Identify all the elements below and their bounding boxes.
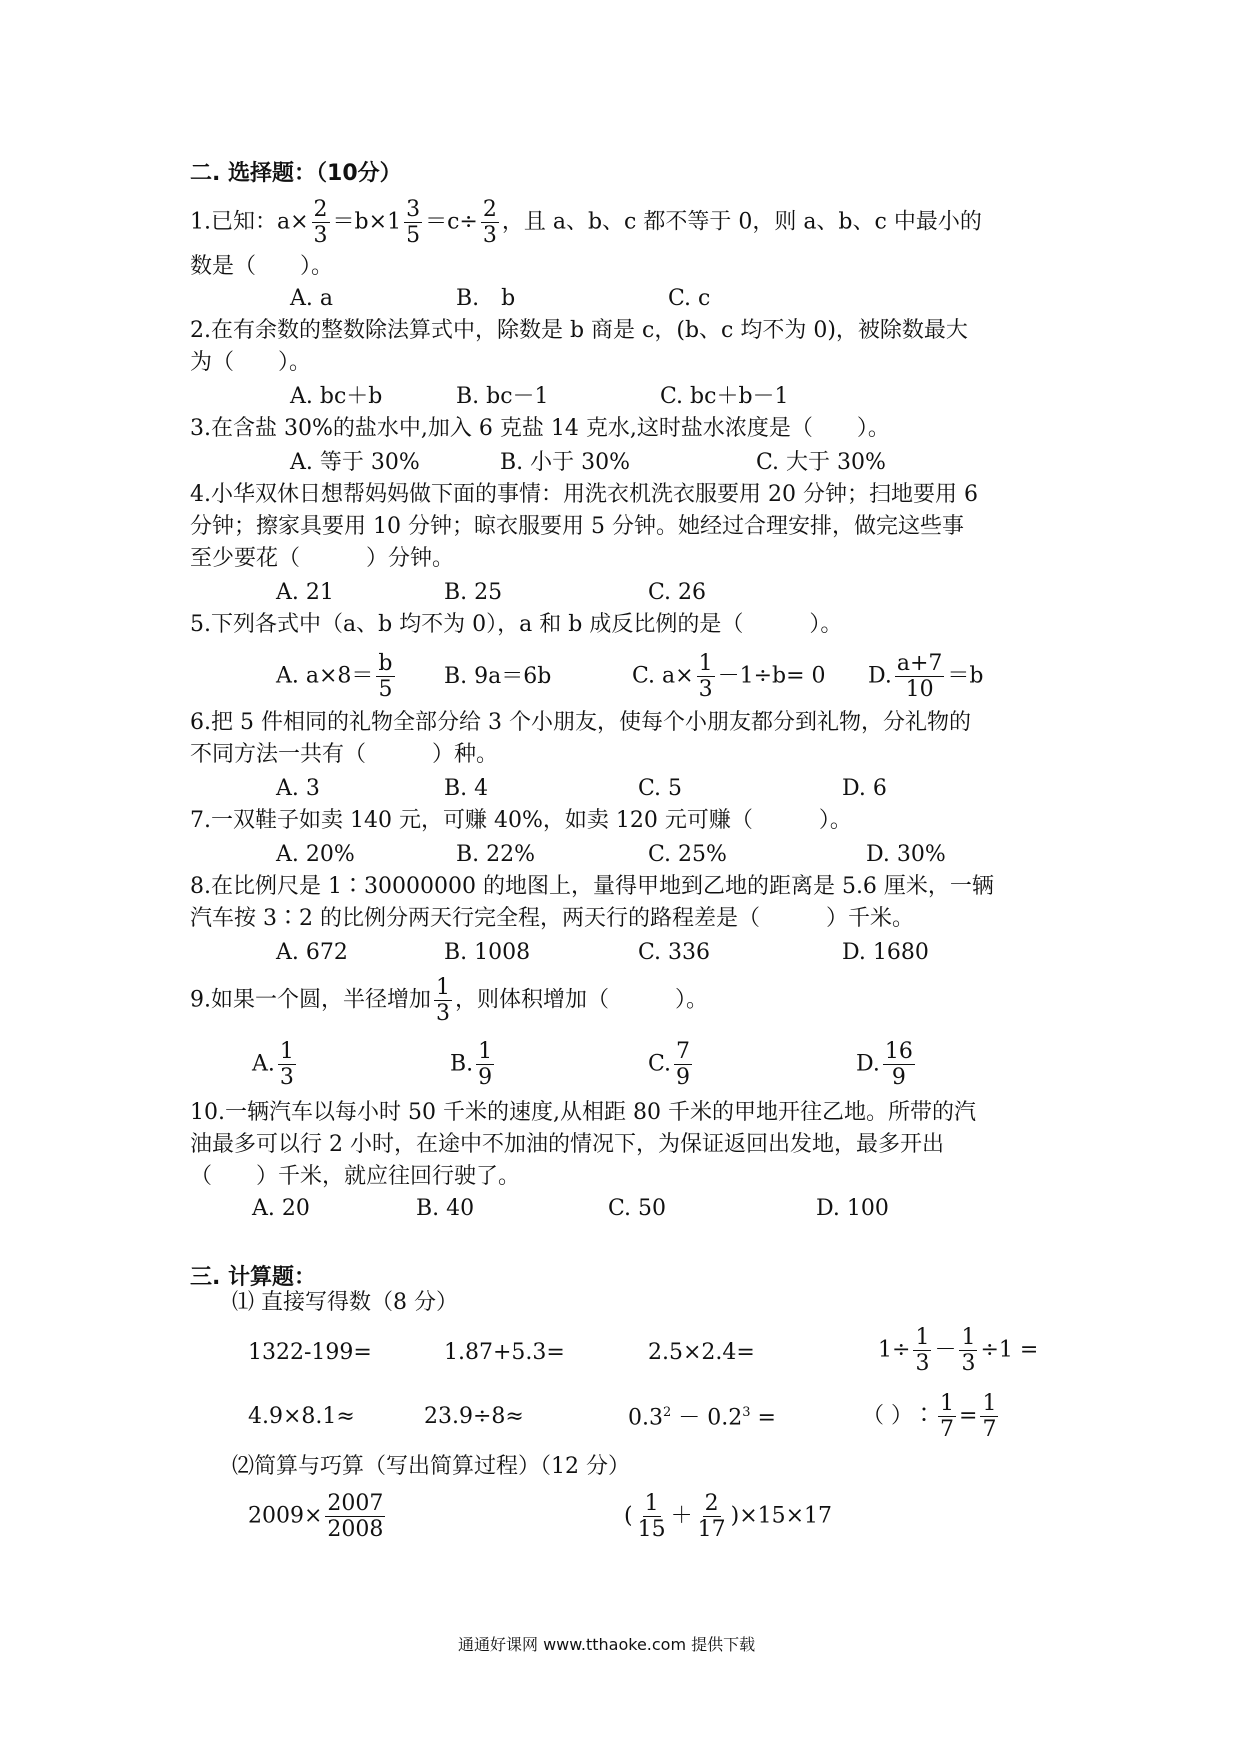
- question-8-line2: 汽车按 3∶2 的比例分两天行完全程，两天行的路程差是（ ）千米。: [190, 906, 914, 931]
- q5-option-d-den: 10: [905, 677, 934, 703]
- question-1-stem-line2: 数是（ ）。: [190, 254, 334, 279]
- simplify-2-fraction-1-num: 1: [644, 1491, 659, 1516]
- q5-option-a-den: 5: [378, 677, 393, 703]
- question-9-stem: [190, 976, 708, 1025]
- calc-8-fraction-1-den: 7: [940, 1417, 954, 1443]
- calc-4-fraction-2: [959, 1326, 977, 1375]
- q4-option-c: C. 26: [648, 580, 707, 605]
- q9-text-a: 9.如果一个圆，半径增加: [190, 987, 431, 1013]
- q5-option-a-text: A. a×8＝: [276, 663, 374, 689]
- simplify-1: [248, 1492, 388, 1541]
- q5-option-d: [868, 652, 984, 701]
- calc-8-fraction-2-den: 7: [982, 1417, 997, 1443]
- q5-option-a: [276, 652, 398, 701]
- calc-7-end: =: [750, 1405, 776, 1431]
- question-10-line3: （ ）千米，就应往回行驶了。: [190, 1164, 521, 1189]
- q1-fraction-2-den: 5: [406, 223, 421, 249]
- q7-option-b: B. 22%: [456, 842, 536, 867]
- calc-4: [878, 1326, 1038, 1375]
- q8-option-d: D. 1680: [842, 940, 929, 965]
- q9-option-a-label: A.: [252, 1051, 275, 1077]
- q9-option-d-fraction: [883, 1040, 915, 1089]
- q1-fraction-1-num: 2: [313, 197, 328, 222]
- calc-6: 23.9÷8≈: [424, 1404, 524, 1429]
- question-4-line2: 分钟；擦家具要用 10 分钟；晾衣服要用 5 分钟。她经过合理安排，做完这些事: [190, 514, 964, 539]
- calc-8-fraction-2-num: 1: [982, 1391, 997, 1416]
- q4-option-a: A. 21: [276, 580, 334, 605]
- part-2-title: ⑵简算与巧算（写出简算过程）（12 分）: [232, 1454, 630, 1479]
- q10-option-d: D. 100: [816, 1196, 889, 1221]
- simplify-1-den: 2008: [327, 1517, 384, 1543]
- q1-fraction-1: [312, 198, 330, 247]
- simplify-1-text: 2009×: [248, 1503, 323, 1529]
- calc-7-exp-2: 3: [742, 1405, 751, 1420]
- calc-4-fraction-1-num: 1: [915, 1325, 930, 1350]
- q5-option-c-fraction: [697, 652, 715, 701]
- q1-fraction-3-den: 3: [482, 223, 497, 249]
- calc-4-text-b: －: [934, 1337, 957, 1363]
- q7-option-d: D. 30%: [866, 842, 946, 867]
- q5-option-d-num: a+7: [896, 651, 943, 676]
- q4-option-b: B. 25: [444, 580, 503, 605]
- q9-option-b-label: B.: [450, 1051, 474, 1077]
- q9-option-d: [856, 1040, 918, 1089]
- q1-fraction-3: [481, 198, 499, 247]
- q1-option-c: C. c: [668, 286, 711, 311]
- calc-1: 1322-199=: [248, 1340, 372, 1365]
- q3-option-b: B. 小于 30%: [500, 450, 631, 475]
- q2-option-b: B. bc－1: [456, 384, 549, 409]
- calc-2: 1.87+5.3=: [444, 1340, 565, 1365]
- q10-option-a: A. 20: [252, 1196, 310, 1221]
- q2-option-a: A. bc＋b: [290, 384, 383, 409]
- calc-4-fraction-1-den: 3: [915, 1351, 930, 1377]
- q9-option-d-num: 16: [884, 1039, 913, 1064]
- q9-option-b-fraction: [476, 1040, 494, 1089]
- simplify-2-fraction-2: [696, 1492, 728, 1541]
- question-4-line1: 4.小华双休日想帮妈妈做下面的事情：用洗衣机洗衣服要用 20 分钟；扫地要用 6: [190, 482, 978, 507]
- page-footer: 通通好课网 www.tthaoke.com 提供下载: [458, 1635, 756, 1654]
- simplify-2-fraction-1: [636, 1492, 668, 1541]
- calc-8-fraction-2: [980, 1392, 998, 1441]
- q2-option-c: C. bc＋b－1: [660, 384, 789, 409]
- q5-option-c-den: 3: [698, 677, 713, 703]
- question-3-line1: 3.在含盐 30%的盐水中,加入 6 克盐 14 克水,这时盐水浓度是（ ）。: [190, 416, 890, 441]
- q10-option-b: B. 40: [416, 1196, 475, 1221]
- q6-option-b: B. 4: [444, 776, 489, 801]
- question-10-line1: 10.一辆汽车以每小时 50 千米的速度,从相距 80 千米的甲地开往乙地。所带的汽: [190, 1100, 976, 1125]
- q9-option-c-den: 9: [676, 1065, 691, 1091]
- q9-option-c-num: 7: [676, 1039, 691, 1064]
- q5-option-c-text-a: C. a×: [632, 663, 694, 689]
- question-5-line1: 5.下列各式中（a、b 均不为 0），a 和 b 成反比例的是（ ）。: [190, 612, 843, 637]
- calc-8-fraction-1: [938, 1392, 956, 1441]
- simplify-2-open-paren: (: [624, 1503, 633, 1529]
- q9-option-c-label: C.: [648, 1051, 672, 1077]
- q9-option-a-num: 1: [279, 1039, 294, 1064]
- section-2-heading: 二. 选择题：（10分）: [190, 161, 402, 186]
- q10-option-c: C. 50: [608, 1196, 667, 1221]
- q1-option-b: B. b: [456, 286, 516, 311]
- q5-option-d-text-b: ＝b: [947, 663, 984, 689]
- calc-8-fraction-1-num: 1: [940, 1391, 954, 1416]
- q8-option-b: B. 1008: [444, 940, 531, 965]
- simplify-1-num: 2007: [327, 1491, 384, 1516]
- question-2-line2: 为（ ）。: [190, 350, 312, 375]
- q5-option-d-fraction: [895, 652, 945, 701]
- q9-option-a-den: 3: [279, 1065, 294, 1091]
- calc-7-base-1: 0.3: [628, 1405, 663, 1431]
- q9-fraction: [434, 976, 452, 1025]
- question-4-line3: 至少要花（ ）分钟。: [190, 546, 455, 571]
- calc-5: 4.9×8.1≈: [248, 1404, 355, 1429]
- q6-option-c: C. 5: [638, 776, 683, 801]
- q9-option-b: [450, 1040, 497, 1089]
- q6-option-a: A. 3: [276, 776, 320, 801]
- simplify-2-fraction-1-den: 15: [637, 1517, 666, 1543]
- q9-option-a-fraction: [278, 1040, 296, 1089]
- q8-option-a: A. 672: [276, 940, 348, 965]
- q9-option-c: [648, 1040, 695, 1089]
- question-6-line2: 不同方法一共有（ ）种。: [190, 742, 499, 767]
- q7-option-a: A. 20%: [276, 842, 355, 867]
- simplify-1-fraction: [325, 1492, 385, 1541]
- q9-option-b-den: 9: [478, 1065, 493, 1091]
- calc-7: [628, 1406, 776, 1429]
- q1-fraction-2: [404, 198, 422, 247]
- q8-option-c: C. 336: [638, 940, 711, 965]
- part-1-title: ⑴ 直接写得数（8 分）: [232, 1290, 458, 1315]
- q1-fraction-2-num: 3: [406, 197, 421, 222]
- calc-7-exp-1: 2: [663, 1405, 672, 1420]
- question-7-line1: 7.一双鞋子如卖 140 元，可赚 40%，如卖 120 元可赚（ ）。: [190, 808, 852, 833]
- calc-4-fraction-2-num: 1: [961, 1325, 976, 1350]
- simplify-2-fraction-2-den: 17: [697, 1517, 726, 1543]
- q1-text-c: ＝c÷: [425, 209, 478, 235]
- calc-4-text-c: ÷1 =: [980, 1337, 1039, 1363]
- q1-text-a: 1.已知：a×: [190, 209, 309, 235]
- q9-option-d-den: 9: [891, 1065, 906, 1091]
- q7-option-c: C. 25%: [648, 842, 727, 867]
- q1-option-a: A. a: [290, 286, 333, 311]
- simplify-2-plus: ＋: [670, 1503, 693, 1529]
- calc-3: 2.5×2.4=: [648, 1340, 755, 1365]
- q6-option-d: D. 6: [842, 776, 887, 801]
- section-3-heading: 三. 计算题：: [190, 1265, 317, 1290]
- question-1-stem: [190, 198, 982, 247]
- q9-option-c-fraction: [674, 1040, 692, 1089]
- calc-7-mid: － 0.2: [671, 1405, 743, 1431]
- q5-option-d-text-a: D.: [868, 663, 892, 689]
- question-10-line2: 油最多可以行 2 小时，在途中不加油的情况下，为保证返回出发地，最多开出: [190, 1132, 944, 1157]
- q5-option-a-num: b: [378, 651, 393, 676]
- q9-option-b-num: 1: [478, 1039, 493, 1064]
- q1-fraction-3-num: 2: [482, 197, 497, 222]
- question-8-line1: 8.在比例尺是 1∶30000000 的地图上，量得甲地到乙地的距离是 5.6 厘米，一辆: [190, 874, 994, 899]
- simplify-2-tail: )×15×17: [730, 1503, 833, 1529]
- q1-text-b: ＝b×1: [332, 209, 402, 235]
- q9-text-b: ，则体积增加（ ）。: [455, 987, 709, 1013]
- q3-option-a: A. 等于 30%: [290, 450, 420, 475]
- q5-option-c: [632, 652, 826, 701]
- question-2-line1: 2.在有余数的整数除法算式中，除数是 b 商是 c，(b、c 均不为 0)，被除数最大: [190, 318, 968, 343]
- q5-option-a-fraction: [376, 652, 394, 701]
- simplify-2-fraction-2-num: 2: [704, 1491, 719, 1516]
- q9-fraction-num: 1: [436, 975, 450, 1000]
- q9-option-d-label: D.: [856, 1051, 880, 1077]
- question-6-line1: 6.把 5 件相同的礼物全部分给 3 个小朋友，使每个小朋友都分到礼物，分礼物的: [190, 710, 971, 735]
- calc-4-fraction-1: [913, 1326, 931, 1375]
- q3-option-c: C. 大于 30%: [756, 450, 886, 475]
- calc-8-text-b: =: [959, 1403, 978, 1429]
- q9-fraction-den: 3: [436, 1001, 450, 1027]
- q5-option-c-text-b: －1÷b= 0: [717, 663, 826, 689]
- calc-4-fraction-2-den: 3: [961, 1351, 976, 1377]
- calc-8-text-a: （ ）∶: [862, 1403, 935, 1429]
- simplify-2: [624, 1492, 832, 1541]
- q5-option-c-num: 1: [698, 651, 713, 676]
- q1-fraction-1-den: 3: [313, 223, 328, 249]
- q1-text-d: ，且 a、b、c 都不等于 0，则 a、b、c 中最小的: [501, 209, 982, 235]
- calc-4-text-a: 1÷: [878, 1337, 911, 1363]
- q9-option-a: [252, 1040, 299, 1089]
- calc-8: [862, 1392, 1001, 1441]
- q5-option-b: B. 9a＝6b: [444, 664, 552, 689]
